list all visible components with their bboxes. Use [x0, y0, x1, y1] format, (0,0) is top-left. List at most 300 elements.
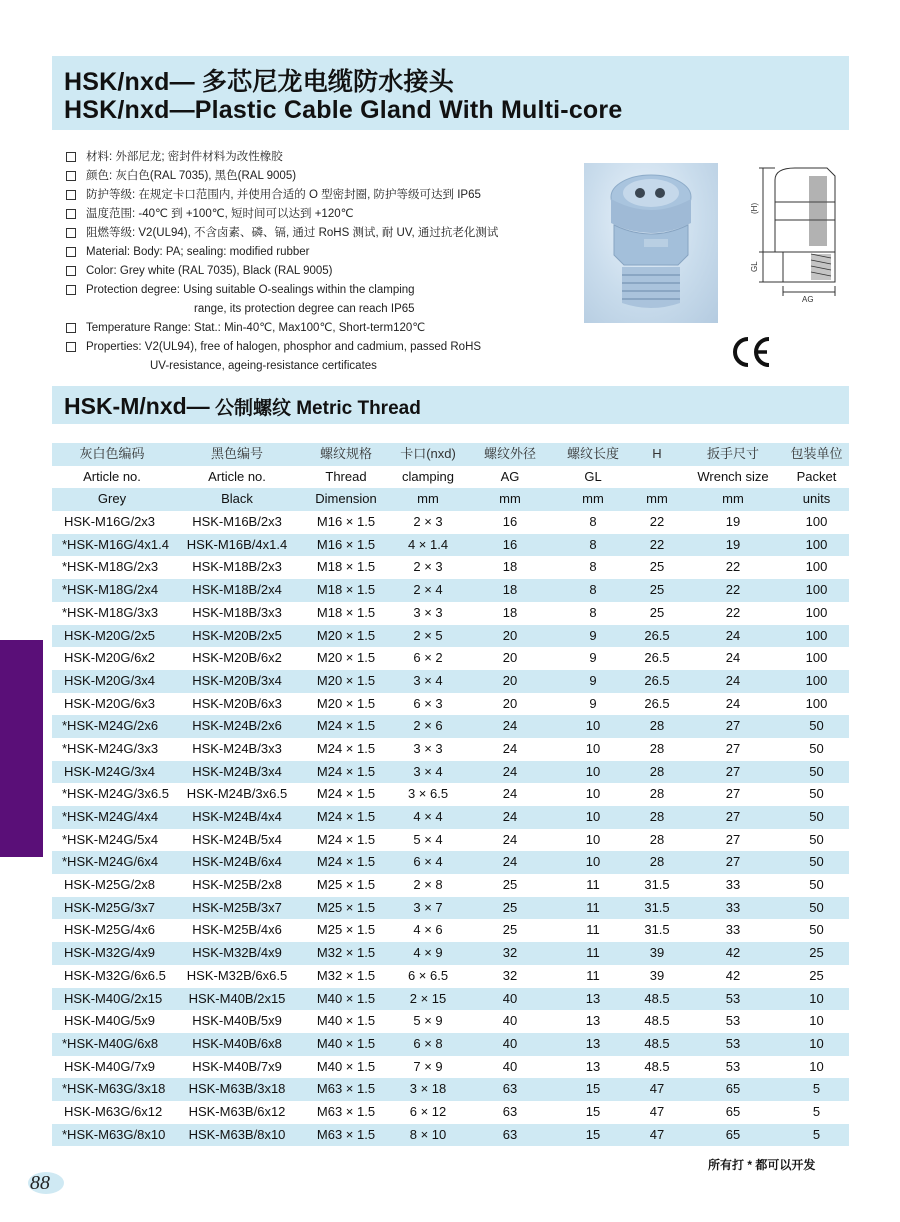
table-cell: 100 — [805, 695, 828, 711]
table-cell: M40 × 1.5 — [316, 1035, 376, 1051]
table-cell: HSK-M24B/2x6 — [192, 718, 282, 734]
table-cell: 63 — [502, 1126, 518, 1142]
table-cell: *HSK-M24G/3x6.5 — [62, 786, 169, 802]
table-cell: 50 — [809, 922, 824, 938]
table-cell: 42 — [725, 967, 741, 983]
table-cell: 50 — [809, 899, 824, 915]
table-cell: 5 — [812, 1103, 821, 1119]
header-cell: GL — [584, 468, 602, 484]
header-cell: Wrench size — [697, 468, 769, 484]
table-cell: M40 × 1.5 — [316, 1058, 376, 1074]
table-cell: HSK-M40B/7x9 — [192, 1058, 282, 1074]
table-cell: 100 — [805, 514, 828, 530]
table-row — [52, 579, 849, 602]
header-cell: Article no. — [83, 468, 141, 484]
table-cell: 65 — [725, 1081, 741, 1097]
table-cell: 48.5 — [644, 1035, 670, 1051]
section-text: 公制螺纹 Metric Thread — [209, 398, 421, 419]
table-row — [52, 670, 849, 693]
table-cell: 7 × 9 — [413, 1058, 443, 1074]
table-cell: *HSK-M40G/6x8 — [62, 1035, 159, 1051]
table-cell: M40 × 1.5 — [316, 990, 376, 1006]
table-cell: 24 — [725, 695, 741, 711]
table-cell: 50 — [809, 831, 824, 847]
table-row — [52, 693, 849, 716]
table-cell: 28 — [649, 809, 665, 824]
table-cell: 28 — [649, 786, 665, 802]
table-row — [52, 919, 849, 942]
table-cell: 42 — [725, 945, 741, 961]
table-cell: 24 — [502, 740, 518, 756]
table-cell: HSK-M32B/6x6.5 — [186, 967, 288, 983]
table-cell: 24 — [502, 831, 518, 847]
table-row — [52, 783, 849, 806]
table-cell: 26.5 — [644, 627, 670, 643]
checkbox-icon — [66, 152, 76, 162]
section-heading-band — [52, 386, 849, 424]
table-cell: M18 × 1.5 — [316, 559, 376, 575]
table-cell: HSK-M25B/4x6 — [192, 922, 282, 938]
table-row — [52, 534, 849, 557]
table-row — [52, 874, 849, 897]
table-cell: 25 — [502, 899, 518, 915]
header-cell: 螺纹外径 — [483, 446, 536, 461]
table-cell: 11 — [586, 945, 600, 961]
table-cell: 9 — [589, 650, 597, 666]
table-cell: 11 — [586, 899, 600, 915]
table-cell: 22 — [649, 536, 665, 552]
spec-item — [66, 338, 576, 357]
table-cell: 3 × 3 — [413, 604, 443, 620]
table-cell: M25 × 1.5 — [316, 922, 376, 938]
checkbox-icon — [66, 323, 76, 333]
table-cell: 25 — [649, 559, 665, 575]
spec-text: 温度范围: -40℃ 到 +100℃, 短时间可以达到 +120℃ — [86, 208, 354, 220]
table-cell: 25 — [649, 604, 665, 620]
header-cell: mm — [646, 491, 668, 507]
section-code: HSK-M/nxd— — [64, 393, 210, 419]
table-cell: 53 — [725, 990, 741, 1006]
table-cell: 100 — [805, 582, 828, 598]
table-cell: 31.5 — [644, 922, 670, 938]
table-cell: 3 × 4 — [413, 672, 443, 688]
table-cell: 31.5 — [644, 877, 670, 893]
table-row — [52, 851, 849, 874]
table-cell: 25 — [809, 967, 824, 983]
table-cell: 25 — [809, 945, 824, 961]
table-cell: 13 — [585, 990, 601, 1006]
table-cell: M24 × 1.5 — [316, 763, 376, 779]
table-row — [52, 1056, 849, 1079]
table-cell: 3 × 4 — [413, 763, 443, 779]
technical-drawing — [745, 162, 845, 304]
table-cell: 100 — [805, 627, 828, 643]
spec-text: 材料: 外部尼龙; 密封件材料为改性橡胶 — [86, 151, 283, 163]
header-cell: 卡口(nxd) — [400, 446, 456, 461]
table-cell: M20 × 1.5 — [316, 627, 376, 643]
checkbox-icon — [66, 209, 76, 219]
table-cell: 5 × 9 — [413, 1013, 443, 1029]
table-cell: 2 × 3 — [413, 514, 443, 530]
spec-item — [66, 262, 576, 281]
table-cell: HSK-M40G/2x15 — [64, 990, 163, 1006]
table-row — [52, 715, 849, 738]
table-cell: 16 — [502, 514, 518, 530]
table-cell: HSK-M40G/7x9 — [64, 1058, 156, 1074]
table-cell: HSK-M24B/3x3 — [192, 740, 282, 756]
table-row — [52, 1124, 849, 1147]
table-cell: 24 — [502, 854, 518, 870]
table-cell: HSK-M25G/4x6 — [64, 922, 156, 938]
table-cell: M25 × 1.5 — [316, 899, 376, 915]
table-cell: 48.5 — [644, 990, 670, 1006]
table-cell: 53 — [725, 1035, 741, 1051]
table-cell: HSK-M24G/3x4 — [64, 763, 156, 779]
table-cell: HSK-M25G/3x7 — [64, 899, 156, 915]
header-cell: 螺纹长度 — [566, 446, 619, 461]
table-cell: 26.5 — [644, 672, 670, 688]
table-cell: 50 — [809, 718, 824, 734]
table-cell: HSK-M24B/3x6.5 — [186, 786, 288, 802]
table-cell: 26.5 — [644, 695, 670, 711]
table-cell: HSK-M25B/2x8 — [192, 877, 282, 893]
table-cell: HSK-M20G/6x3 — [64, 695, 156, 711]
table-cell: 24 — [502, 763, 518, 779]
table-cell: HSK-M20G/3x4 — [64, 672, 156, 688]
table-row — [52, 738, 849, 761]
table-row — [52, 829, 849, 852]
table-cell: 100 — [805, 536, 828, 552]
table-cell: HSK-M20B/2x5 — [192, 627, 282, 643]
table-cell: 63 — [502, 1103, 518, 1119]
table-cell: 47 — [649, 1126, 665, 1142]
table-row — [52, 556, 849, 579]
table-cell: 8 — [589, 536, 597, 552]
table-cell: HSK-M25G/2x8 — [64, 877, 156, 893]
table-cell: 10 — [585, 809, 601, 824]
table-header-en — [52, 466, 849, 489]
table-cell: 31.5 — [644, 899, 670, 915]
table-cell: 39 — [649, 945, 665, 961]
table-cell: 6 × 2 — [413, 650, 443, 666]
table-cell: HSK-M16B/4x1.4 — [186, 536, 288, 552]
header-cell: Grey — [97, 491, 127, 507]
header-cell: Thread — [325, 468, 367, 484]
table-cell: M18 × 1.5 — [316, 582, 376, 598]
table-cell: 15 — [585, 1126, 601, 1142]
table-cell: 40 — [502, 1058, 518, 1074]
table-cell: 40 — [502, 990, 518, 1006]
table-cell: *HSK-M63G/3x18 — [62, 1081, 166, 1097]
spec-text: Material: Body: PA; sealing: modified rubber — [86, 246, 310, 258]
table-cell: M20 × 1.5 — [316, 695, 376, 711]
table-cell: 2 × 3 — [413, 559, 443, 575]
spec-list — [66, 148, 576, 376]
table-cell: 53 — [725, 1013, 741, 1029]
table-cell: 10 — [585, 740, 601, 756]
table-cell: HSK-M24B/3x4 — [192, 763, 282, 779]
table-row — [52, 1010, 849, 1033]
header-cell: Packet — [796, 468, 837, 484]
header-cell: Black — [221, 491, 253, 507]
table-cell: 63 — [502, 1081, 518, 1097]
table-cell: *HSK-M18G/2x3 — [62, 559, 159, 575]
table-cell: M16 × 1.5 — [316, 536, 376, 552]
table-cell: 32 — [502, 967, 518, 983]
table-cell: 22 — [649, 514, 665, 530]
title-english: HSK/nxd—Plastic Cable Gland With Multi-core — [64, 96, 623, 124]
table-cell: 100 — [805, 604, 828, 620]
header-cell: mm — [582, 491, 604, 507]
table-cell: HSK-M40B/5x9 — [192, 1013, 282, 1029]
table-cell: HSK-M20B/6x2 — [192, 650, 282, 666]
header-cell: 螺纹规格 — [319, 446, 372, 461]
table-cell: HSK-M24B/4x4 — [192, 809, 282, 824]
table-cell: 100 — [805, 672, 828, 688]
table-cell: 13 — [585, 1035, 601, 1051]
table-cell: 4 × 4 — [413, 809, 443, 824]
table-cell: *HSK-M18G/3x3 — [62, 604, 159, 620]
header-cell: clamping — [401, 468, 455, 484]
table-cell: 40 — [502, 1013, 518, 1029]
table-cell: HSK-M16G/2x3 — [64, 514, 156, 530]
header-cell: 扳手尺寸 — [706, 446, 759, 461]
header-cell: mm — [722, 491, 744, 507]
spec-text: Temperature Range: Stat.: Min-40℃, Max100℃, Short-term120℃ — [86, 322, 426, 334]
checkbox-icon — [66, 247, 76, 257]
table-cell: HSK-M18B/2x3 — [192, 559, 282, 575]
table-cell: 28 — [649, 763, 665, 779]
table-cell: 10 — [809, 990, 824, 1006]
spec-item — [66, 281, 576, 300]
spec-text: Properties: V2(UL94), free of halogen, phosphor and cadmium, passed RoHS — [86, 341, 482, 353]
table-cell: HSK-M25B/3x7 — [192, 899, 282, 915]
table-cell: 8 — [589, 582, 597, 598]
table-cell: 24 — [502, 786, 518, 802]
spec-item — [66, 319, 576, 338]
table-cell: HSK-M24B/6x4 — [192, 854, 282, 870]
table-cell: 10 — [809, 1013, 824, 1029]
spec-text: 颜色: 灰白色(RAL 7035), 黑色(RAL 9005) — [86, 170, 297, 182]
table-cell: 9 — [589, 695, 597, 711]
ce-logo — [728, 334, 774, 370]
table-cell: 28 — [649, 718, 665, 734]
table-cell: 25 — [502, 922, 518, 938]
spec-text: Color: Grey white (RAL 7035), Black (RAL 9005) — [86, 265, 333, 277]
table-cell: M24 × 1.5 — [316, 854, 376, 870]
table-cell: 50 — [809, 809, 824, 824]
table-cell: 5 — [812, 1126, 821, 1142]
page-number: 88 — [30, 1172, 50, 1194]
table-cell: 47 — [649, 1081, 665, 1097]
table-cell: 47 — [649, 1103, 665, 1119]
page-number-badge — [28, 1172, 64, 1194]
table-cell: 10 — [585, 718, 601, 734]
table-cell: 26.5 — [644, 650, 670, 666]
table-cell: 22 — [725, 604, 741, 620]
table-cell: 6 × 12 — [409, 1103, 447, 1119]
table-cell: 3 × 18 — [409, 1081, 447, 1097]
table-cell: *HSK-M63G/8x10 — [62, 1126, 166, 1142]
table-header-unit — [52, 488, 849, 511]
spec-text: range, its protection degree can reach IP65 — [194, 303, 415, 315]
spec-text: 阻燃等级: V2(UL94), 不含卤素、磷、镉, 通过 RoHS 测试, 耐 UV, 通过抗老化测试 — [86, 227, 499, 239]
table-cell: HSK-M63B/8x10 — [188, 1126, 286, 1142]
table-cell: HSK-M40B/2x15 — [188, 990, 286, 1006]
table-cell: 50 — [809, 854, 824, 870]
table-cell: 50 — [809, 763, 824, 779]
table-cell: *HSK-M24G/3x3 — [62, 740, 159, 756]
table-cell: HSK-M20G/6x2 — [64, 650, 156, 666]
table-cell: HSK-M63B/6x12 — [188, 1103, 286, 1119]
dimension-drawing — [745, 162, 845, 304]
table-row — [52, 988, 849, 1011]
table-row — [52, 625, 849, 648]
table-cell: 2 × 15 — [409, 990, 447, 1006]
header-cell: AG — [500, 468, 520, 484]
table-cell: 27 — [725, 740, 741, 756]
table-cell: 18 — [502, 559, 518, 575]
table-cell: M24 × 1.5 — [316, 740, 376, 756]
table-cell: 32 — [502, 945, 518, 961]
table-cell: HSK-M18B/3x3 — [192, 604, 282, 620]
header-cell: 灰白色编码 — [79, 446, 145, 461]
table-cell: 6 × 3 — [413, 695, 443, 711]
table-cell: 39 — [649, 967, 665, 983]
header-cell: H — [652, 446, 662, 461]
header-cell: units — [802, 491, 831, 507]
table-cell: 53 — [725, 1058, 741, 1074]
table-cell: 20 — [502, 672, 518, 688]
drawing-label-ag: AG — [802, 295, 814, 304]
table-cell: M25 × 1.5 — [316, 877, 376, 893]
table-cell: 6 × 8 — [413, 1035, 443, 1051]
table-cell: 48.5 — [644, 1058, 670, 1074]
header-cell: Article no. — [208, 468, 266, 484]
header-cell: 黑色编号 — [210, 446, 263, 461]
table-cell: 10 — [585, 786, 601, 802]
table-cell: 8 — [589, 559, 597, 575]
table-cell: 24 — [725, 672, 741, 688]
table-cell: M24 × 1.5 — [316, 809, 376, 824]
header-cell: mm — [417, 491, 439, 507]
table-row — [52, 942, 849, 965]
table-cell: HSK-M40B/6x8 — [192, 1035, 282, 1051]
drawing-label-gl: GL — [750, 261, 759, 272]
checkbox-icon — [66, 342, 76, 352]
table-cell: 11 — [586, 922, 600, 938]
table-cell: 11 — [586, 877, 600, 893]
table-cell: 9 — [589, 672, 597, 688]
table-cell: HSK-M20B/6x3 — [192, 695, 282, 711]
section-heading — [64, 393, 421, 420]
spec-continuation — [66, 357, 576, 376]
table-cell: M24 × 1.5 — [316, 718, 376, 734]
table-row — [52, 647, 849, 670]
table-cell: HSK-M40G/5x9 — [64, 1013, 156, 1029]
table-cell: 50 — [809, 877, 824, 893]
spec-text: 防护等级: 在规定卡口范围内, 并使用合适的 O 型密封圈, 防护等级可达到 IP65 — [86, 189, 481, 201]
table-cell: 18 — [502, 582, 518, 598]
table-cell: 2 × 4 — [413, 582, 443, 598]
table-cell: 15 — [585, 1103, 601, 1119]
table-cell: 13 — [585, 1058, 601, 1074]
spec-table — [52, 443, 849, 1146]
checkbox-icon — [66, 285, 76, 295]
table-row — [52, 761, 849, 784]
spec-text: Protection degree: Using suitable O-sealings within the clamping — [86, 284, 415, 296]
table-cell: 8 × 10 — [409, 1126, 447, 1142]
table-cell: 20 — [502, 695, 518, 711]
table-cell: HSK-M32G/6x6.5 — [64, 967, 166, 983]
table-cell: 24 — [725, 650, 741, 666]
table-cell: 6 × 4 — [413, 854, 443, 870]
spec-item — [66, 205, 576, 224]
table-cell: 5 × 4 — [413, 831, 443, 847]
table-cell: *HSK-M24G/2x6 — [62, 718, 159, 734]
table-cell: HSK-M18B/2x4 — [192, 582, 282, 598]
table-cell: 33 — [725, 877, 741, 893]
table-cell: M32 × 1.5 — [316, 967, 376, 983]
table-cell: 10 — [809, 1035, 824, 1051]
table-cell: 10 — [809, 1058, 824, 1074]
table-cell: 9 — [589, 627, 597, 643]
table-row — [52, 1101, 849, 1124]
table-cell: 8 — [589, 604, 597, 620]
spec-text: UV-resistance, ageing-resistance certificates — [150, 360, 377, 372]
table-cell: 13 — [585, 1013, 601, 1029]
table-cell: 4 × 6 — [413, 922, 443, 938]
side-tab — [0, 640, 43, 857]
table-row — [52, 897, 849, 920]
table-body — [52, 511, 849, 1146]
table-row — [52, 1078, 849, 1101]
table-cell: M40 × 1.5 — [316, 1013, 376, 1029]
table-cell: 28 — [649, 854, 665, 870]
table-cell: 22 — [725, 582, 741, 598]
spec-item — [66, 224, 576, 243]
checkbox-icon — [66, 171, 76, 181]
drawing-label-h: (H) — [750, 202, 759, 214]
cable-gland-image — [584, 163, 718, 323]
table-cell: 25 — [502, 877, 518, 893]
checkbox-icon — [66, 228, 76, 238]
table-cell: 3 × 6.5 — [407, 786, 449, 802]
table-cell: HSK-M24B/5x4 — [192, 831, 282, 847]
table-header-cn — [52, 443, 849, 466]
table-cell: 48.5 — [644, 1013, 670, 1029]
table-cell: 27 — [725, 786, 741, 802]
table-cell: 28 — [649, 740, 665, 756]
table-cell: 18 — [502, 604, 518, 620]
table-cell: 20 — [502, 650, 518, 666]
table-cell: 33 — [725, 899, 741, 915]
table-cell: 4 × 1.4 — [407, 536, 449, 552]
table-cell: 2 × 6 — [413, 718, 443, 734]
table-row — [52, 1033, 849, 1056]
table-cell: 2 × 8 — [413, 877, 443, 893]
table-cell: 27 — [725, 809, 741, 824]
table-cell: 22 — [725, 559, 741, 575]
header-cell: mm — [499, 491, 521, 507]
table-cell: 65 — [725, 1126, 741, 1142]
header-cell: 包装单位 — [790, 446, 843, 461]
table-cell: M63 × 1.5 — [316, 1103, 376, 1119]
table-cell: 24 — [502, 718, 518, 734]
table-cell: 16 — [502, 536, 518, 552]
table-cell: 100 — [805, 559, 828, 575]
checkbox-icon — [66, 190, 76, 200]
